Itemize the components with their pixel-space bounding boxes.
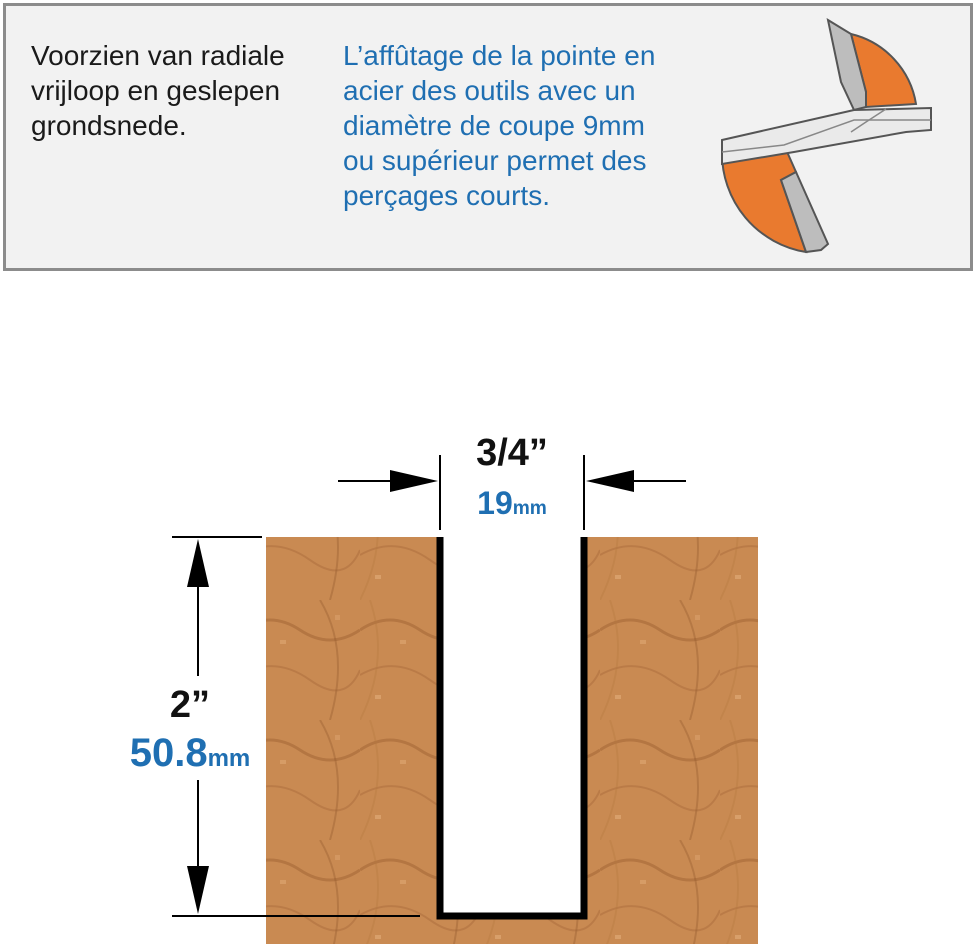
depth-arrow-bottom-head <box>187 866 209 914</box>
width-metric-label <box>440 485 584 522</box>
width-arrow-right-head <box>586 470 634 492</box>
depth-imperial-label: 2” <box>169 684 211 726</box>
depth-arrow-top-head <box>187 539 209 587</box>
depth-metric-value: 50.8 <box>129 731 208 775</box>
width-metric-value: 19 <box>477 485 513 521</box>
depth-metric-label <box>112 731 268 776</box>
width-imperial-label: 3/4” <box>476 432 548 474</box>
width-arrow-left-head <box>390 470 438 492</box>
french-note: L’affûtage de la pointe en acier des outils avec un diamètre de coupe 9mm ou supérieur permet des perçages courts. <box>343 40 656 211</box>
dutch-note: Voorzien van radiale vrijloop en geslepen grondsnede. <box>31 40 285 141</box>
depth-metric-unit: mm <box>207 745 251 772</box>
groove <box>440 537 584 916</box>
width-metric-unit: mm <box>512 498 547 519</box>
